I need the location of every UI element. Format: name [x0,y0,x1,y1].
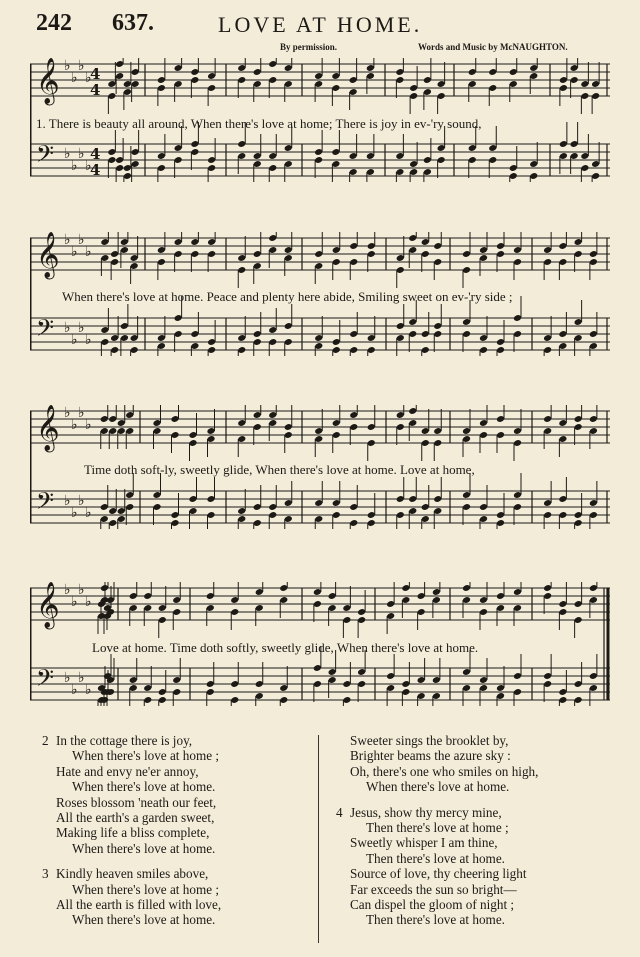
svg-text:♭: ♭ [85,417,92,433]
verse-text: When there's love at home. [72,840,216,856]
svg-text:♭: ♭ [71,417,78,433]
verse-text: When there's love at home ; [72,881,220,897]
svg-text:♭: ♭ [71,332,78,348]
svg-text:♭: ♭ [78,670,85,686]
author-credit: Words and Music by McNAUGHTON. [418,42,568,52]
verse-line [336,866,626,881]
svg-text:♭: ♭ [78,582,85,598]
verse-line [336,733,626,748]
svg-text:♭: ♭ [64,320,71,336]
verse-text: Far exceeds the sun so bright— [350,881,517,897]
svg-text:♭: ♭ [64,493,71,509]
svg-text:♭: ♭ [78,232,85,248]
svg-text:♭: ♭ [85,594,92,610]
svg-text:𝄢: 𝄢 [36,664,55,697]
verses-left-column [42,733,302,928]
verse-line [336,851,626,866]
svg-text:♭: ♭ [64,582,71,598]
verse-line [42,764,302,779]
verse-line [336,764,626,779]
verse-text: In the cottage there is joy, [56,733,193,748]
verse-line [336,779,626,794]
verse-line [336,748,626,763]
verse-line [42,810,302,825]
svg-text:♭: ♭ [64,232,71,248]
verse-text: Roses blossom 'neath our feet, [56,794,217,810]
verse-text: Oh, there's one who smiles on high, [350,763,539,779]
svg-text:𝄢: 𝄢 [36,487,55,520]
verse-line [336,897,626,912]
svg-text:𝄞: 𝄞 [36,58,60,104]
svg-text:𝄢: 𝄢 [36,140,55,173]
svg-text:♭: ♭ [71,244,78,260]
svg-text:4: 4 [90,145,101,163]
verse-line [42,748,302,763]
verse-line [42,882,302,897]
verse-text: Sweeter sings the brooklet by, [350,733,509,748]
verse-line [42,795,302,810]
svg-text:♭: ♭ [85,505,92,521]
svg-text:♭: ♭ [78,405,85,421]
svg-text:♭: ♭ [85,70,92,86]
svg-text:♭: ♭ [64,670,71,686]
verse-text: Kindly heaven smiles above, [56,866,209,882]
verse-line [336,820,626,835]
verse-number: 2 [42,733,49,748]
verse-line [336,882,626,897]
svg-text:♭: ♭ [85,332,92,348]
verse-text: Sweetly whisper I am thine, [350,835,498,851]
verse-line [42,733,302,748]
svg-text:𝄞: 𝄞 [36,405,60,451]
svg-text:♭: ♭ [85,158,92,174]
svg-text:4: 4 [90,161,101,179]
verses-right-column [336,733,626,928]
svg-text:♭: ♭ [78,493,85,509]
svg-text:♭: ♭ [78,58,85,74]
svg-text:𝄞: 𝄞 [36,582,60,628]
page-number: 242 [36,10,72,36]
svg-text:♭: ♭ [64,146,71,162]
svg-text:♭: ♭ [78,320,85,336]
verse-number: 3 [42,866,49,882]
svg-text:♭: ♭ [71,70,78,86]
svg-text:♭: ♭ [64,405,71,421]
verse-text: Then there's love at home. [366,912,505,928]
verse-text: All the earth's a garden sweet, [56,810,215,826]
verse-text: Can dispel the gloom of night ; [350,897,515,913]
svg-text:♭: ♭ [85,244,92,260]
svg-text:♭: ♭ [85,682,92,698]
svg-text:4: 4 [90,81,101,99]
verse-text: Making life a bliss complete, [56,825,210,841]
verse-text: All the earth is filled with love, [56,897,222,913]
svg-text:𝄞: 𝄞 [36,232,60,278]
verse-text: When there's love at home ; [72,748,220,764]
column-divider [318,735,319,943]
verse-text: Then there's love at home ; [366,820,509,836]
lyric-line: When there's love at home. Peace and plenty here abide, Smiling sweet on ev-'ry side ; [62,289,513,304]
lyric-line: Time doth soft-ly, sweetly glide, When there's love at home. Love at home, [84,462,475,477]
verse-text: Brighter beams the azure sky : [350,748,511,764]
svg-text:4: 4 [90,65,101,83]
verse-text: Then there's love at home. [366,850,505,866]
verse-text: Hate and envy ne'er annoy, [56,763,199,779]
verse-text: Source of love, thy cheering light [350,866,527,882]
verse-line [42,912,302,927]
verse-text: Jesus, show thy mercy mine, [350,804,502,820]
verse-number: 4 [336,804,343,820]
verse-line [336,835,626,850]
verse-line [336,805,626,820]
verse-text: When there's love at home. [72,912,216,928]
verse-line [42,866,302,881]
verse-line [42,897,302,912]
svg-text:♭: ♭ [71,682,78,698]
verses-section [0,733,640,953]
permission-note: By permission. [280,42,338,52]
svg-text:♭: ♭ [64,58,71,74]
hymn-number: 637. [112,10,154,36]
verse-line [42,779,302,794]
verse-line [42,825,302,840]
lyric-line: Love at home. Time doth softly, sweetly glide, When there's love at home. [92,640,479,655]
svg-text:♭: ♭ [78,146,85,162]
page-header [0,8,640,40]
verse-gap [42,856,302,866]
verse-line [336,912,626,927]
verse-text: When there's love at home. [72,779,216,795]
verse-text: When there's love at home. [366,779,510,795]
svg-text:♭: ♭ [71,158,78,174]
verse-line [42,841,302,856]
svg-text:♭: ♭ [71,505,78,521]
svg-text:𝄢: 𝄢 [36,314,55,347]
lyric-line: 1. There is beauty all around, When there's love at home; There is joy in ev-'ry sound, [36,116,482,131]
svg-text:♭: ♭ [71,594,78,610]
hymn-title: LOVE AT HOME. [218,12,423,37]
verse-gap [336,795,626,805]
